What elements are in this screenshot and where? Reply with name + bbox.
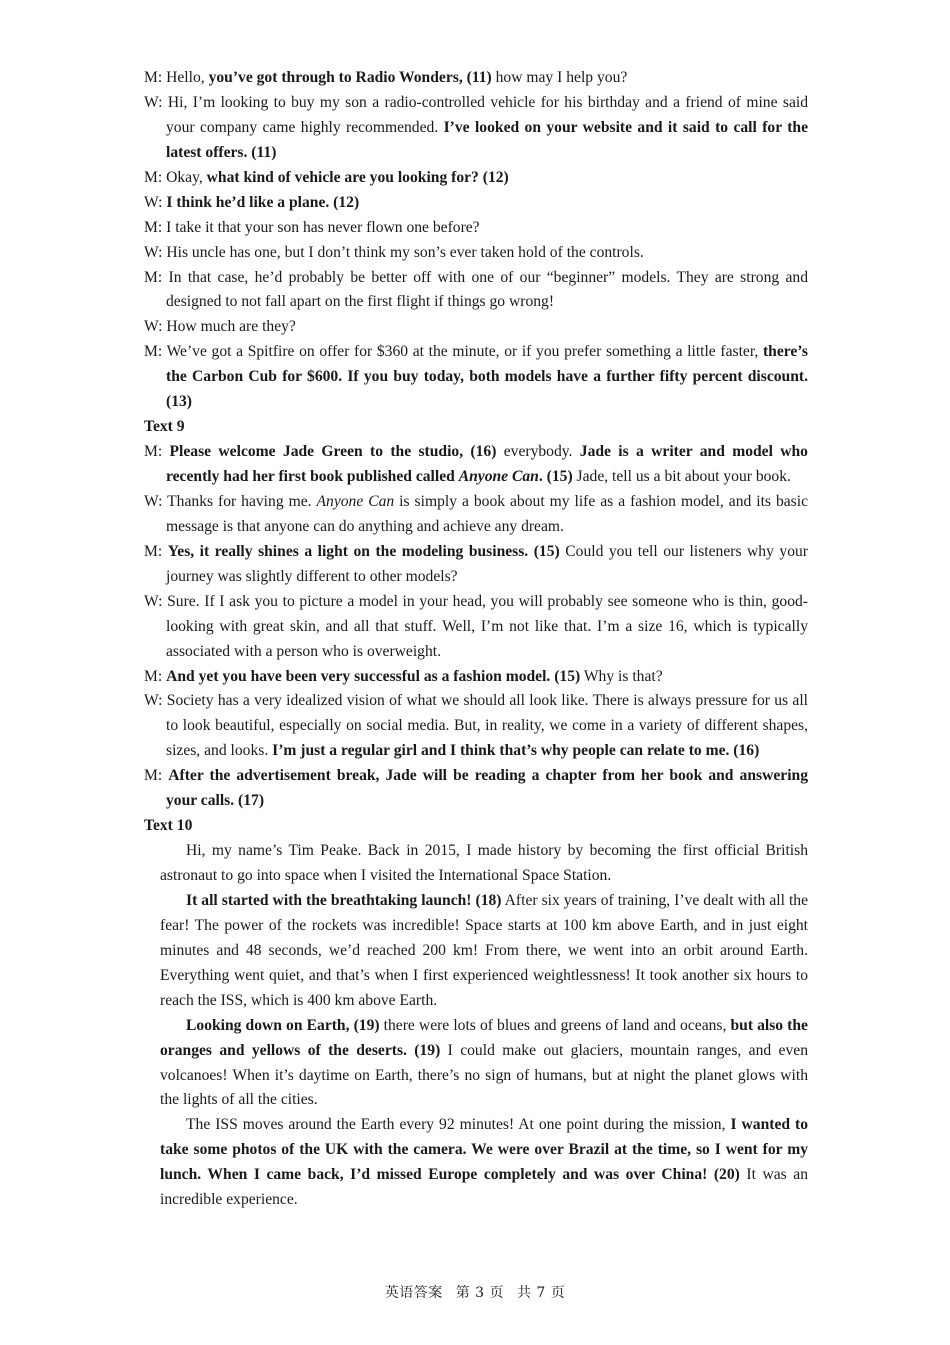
page-footer <box>0 1282 950 1302</box>
footer-page-number: 第 3 页 <box>455 1285 504 1301</box>
text10-passage <box>144 839 808 1213</box>
dialogue-line: W: How much are they? <box>144 318 296 336</box>
dialogue-line: M: We’ve got a Spitfire on offer for $360 at the minute, or if you prefer something a little faster, there’s the Carbon Cub for $600. If you buy today, both models have a further fifty percent discount. (13) <box>144 343 808 411</box>
dialogue-line: W: Society has a very idealized vision of what we should all look like. There is always pressure for us all to look beautiful, especially on social media. But, in reality, we come in a variety of different shapes, sizes, and looks. I’m just a regular girl and I think that’s why people can relate to me. (16) <box>144 692 809 760</box>
paragraph: The ISS moves around the Earth every 92 minutes! At one point during the mission, I wanted to take some photos of the UK with the camera. We were over Brazil at the time, so I went for my lunch. When I came back, I’d missed Europe completely and was over China! (20) It was an incredible experience. <box>160 1116 809 1209</box>
paragraph: Hi, my name’s Tim Peake. Back in 2015, I made history by becoming the first official British astronaut to go into space when I visited the International Space Station. <box>160 842 808 884</box>
section-heading-text10: Text 10 <box>144 817 193 835</box>
paragraph: It all started with the breathtaking launch! (18) After six years of training, I’ve dealt with all the fear! The power of the rockets was incredible! Space starts at 100 km above Earth, and in just eight minutes and 48 seconds, we’d reached 200 km! From there, we went into an orbit around Earth. Everything went quiet, and that’s when I first experienced weightlessness! It took another six hours to reach the ISS, which is 400 km above Earth. <box>160 891 809 1009</box>
dialogue-line: W: His uncle has one, but I don’t think my son’s ever taken hold of the controls. <box>144 243 644 261</box>
dialogue-line: M: I take it that your son has never flown one before? <box>144 218 480 236</box>
dialogue-line: M: Hello, you’ve got through to Radio Wonders, (11) how may I help you? <box>144 69 628 86</box>
answer-page <box>144 66 808 1213</box>
dialogue-line: M: Yes, it really shines a light on the modeling business. (15) Could you tell our listeners why your journey was slightly different to other models? <box>144 542 809 585</box>
dialogue-line: M: Okay, what kind of vehicle are you looking for? (12) <box>144 168 509 186</box>
text9-dialogue <box>144 440 808 814</box>
dialogue-line: W: Sure. If I ask you to picture a model in your head, you will probably see someone who is thin, good-looking with great skin, and all that stuff. Well, I’m not like that. I’m a size 16, which is typically associated with a person who is overweight. <box>144 592 808 660</box>
dialogue-line: M: Please welcome Jade Green to the studio, (16) everybody. Jade is a writer and model who recently had her first book published called Anyone Can. (15) Jade, tell us a bit about your book. <box>144 443 808 485</box>
footer-subject: 英语答案 <box>384 1285 443 1301</box>
text8-dialogue <box>144 66 808 415</box>
dialogue-line: M: And yet you have been very successful as a fashion model. (15) Why is that? <box>144 667 663 685</box>
dialogue-line: W: Thanks for having me. Anyone Can is simply a book about my life as a fashion model, and its basic message is that anyone can do anything and achieve any dream. <box>144 492 809 535</box>
footer-page-total: 共 7 页 <box>516 1285 566 1301</box>
dialogue-line: M: After the advertisement break, Jade will be reading a chapter from her book and answering your calls. (17) <box>144 767 808 810</box>
paragraph: Looking down on Earth, (19) there were lots of blues and greens of land and oceans, but also the oranges and yellows of the deserts. (19) I could make out glaciers, mountain ranges, and even volcanoes! When it’s daytime on Earth, there’s no sign of humans, but at night the planet glows with the lights of all the cities. <box>160 1016 808 1109</box>
dialogue-line: M: In that case, he’d probably be better off with one of our “beginner” models. They are strong and designed to not fall apart on the first flight if things go wrong! <box>144 268 808 311</box>
dialogue-line: W: I think he’d like a plane. (12) <box>144 193 360 211</box>
dialogue-line: W: Hi, I’m looking to buy my son a radio-controlled vehicle for his birthday and a friend of mine said your company came highly recommended. I’ve looked on your website and it said to call for the latest offers. (11) <box>144 93 808 161</box>
section-heading-text9: Text 9 <box>144 418 185 436</box>
